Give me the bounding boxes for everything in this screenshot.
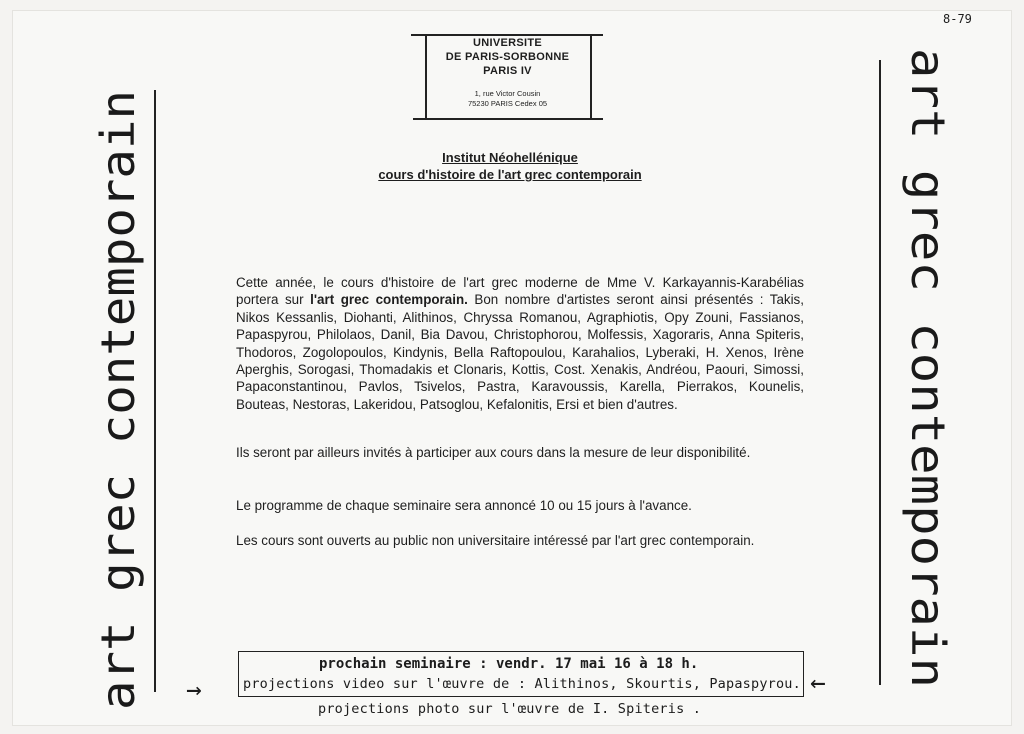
stamp-address-1: 1, rue Victor Cousin [474, 89, 541, 98]
paragraph-programme: Le programme de chaque seminaire sera annoncé 10 ou 15 jours à l'avance. [236, 498, 692, 513]
university-stamp [425, 30, 590, 122]
stamp-line-3: PARIS IV [483, 65, 532, 77]
document-title [300, 149, 720, 183]
left-vertical-text: art grec contemporain [91, 128, 145, 710]
stamp-address-2: 75230 PARIS Cedex 05 [467, 99, 548, 108]
seminar-date: prochain seminaire : vendr. 17 mai 16 à 18 h. [319, 656, 699, 672]
right-vertical-note [870, 40, 990, 700]
stamp-rule-top [411, 34, 603, 36]
paragraph-artists-end: Bon nombre d'artistes seront ainsi présentés : Takis, Nikos Kessanlis, Diohanti, Alithinos, Chryssa Romanou, Agraphiotis, Opy Zouni, Fassianos, Papaspyrou, Philolaos, Danil, Bia Davou, Christophorou, Molfessis, Xagoraris, Anna Spiteris, Thodoros, Zogolopoulos, Kindynis, Bella Raftopoulou, Karahalios, Lyberaki, H. Xenos, Irène Aperghis, Sorogasi, Thomadakis et Clonaris, Kottis, Cost. Xenakis, Andréou, Paouri, Simossi, Papaconstantinou, Pavlos, Tsivelos, Pastra, Karavoussis, Karella, Pierrakos, Kounelis, Bouteas, Nestoras, Lakeridou, Patsoglou, Kefalonitis, Ersi et bien d'autres. [236, 292, 804, 412]
left-vertical-note [62, 80, 172, 720]
paragraph-artists-bold: l'art grec contemporain. [310, 292, 468, 308]
title-line-1: Institut Néohellénique [442, 150, 578, 165]
paragraph-artists-start: Cette année, le cours d'histoire de l'art grec moderne de Mme V. Karkayannis-Karabélias portera sur [236, 275, 804, 308]
title-line-2: cours d'histoire de l'art grec contemporain [378, 167, 642, 182]
right-vertical-text: art grec contemporain [901, 48, 955, 630]
stamp-line-2: DE PARIS-SORBONNE [445, 51, 570, 63]
photo-projections: projections photo sur l'œuvre de I. Spiteris . [318, 701, 702, 717]
paragraph-invited: Ils seront par ailleurs invités à participer aux cours dans la mesure de leur disponibilité. [236, 445, 751, 460]
stamp-line-1: UNIVERSITE [472, 37, 542, 49]
paragraph-public: Les cours sont ouverts au public non universitaire intéressé par l'art grec contemporain. [236, 533, 755, 548]
corner-note: 8-79 [943, 12, 972, 26]
stamp-rule-bottom [413, 118, 603, 120]
paragraph-artists [236, 274, 804, 413]
video-projections: projections video sur l'œuvre de : Alithinos, Skourtis, Papaspyrou. [243, 676, 801, 692]
arrow-left-icon: ← [810, 668, 826, 698]
arrow-right-icon: → [186, 675, 202, 705]
seminar-box [238, 651, 804, 697]
